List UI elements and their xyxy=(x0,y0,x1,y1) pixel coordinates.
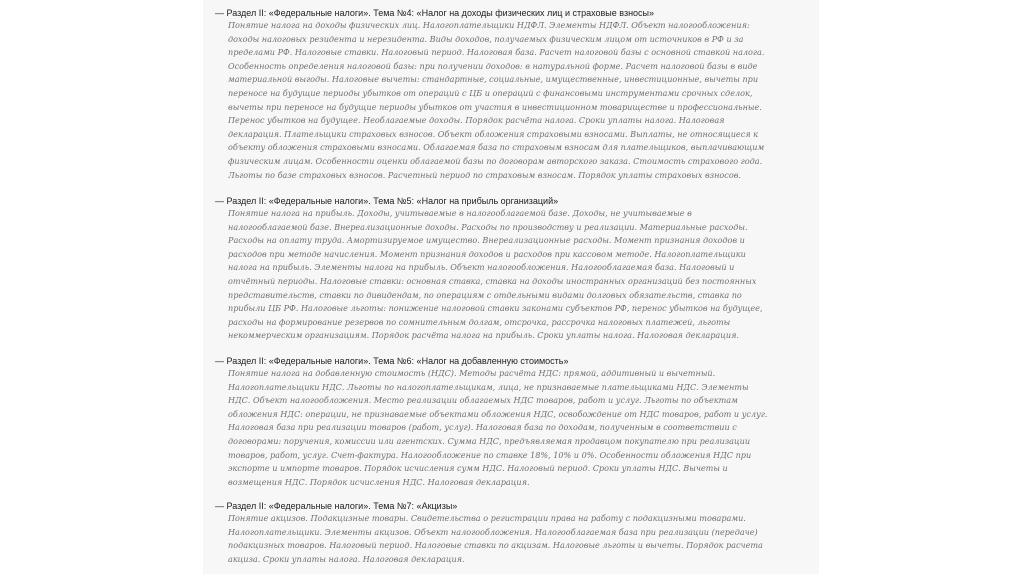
body-line: расходы на формирование резервов по сомнительным долгам, отсрочка, рассрочка налоговых платежей, льготы xyxy=(228,316,731,327)
body-line: Расходы на оплату труда. Амортизируемое имущество. Внереализационные расходы. Момент признания доходов и xyxy=(228,235,745,246)
body-line: объекту обложения страховыми взносами. Облагаемая база по страховым взносам для плательщиков, выплачивающим xyxy=(228,142,765,153)
body-line: прибыли ЦБ РФ. Налоговые льготы: понижение налоговой ставки законами субъектов РФ, перенос убытков на будущее, xyxy=(228,303,763,314)
topic-body xyxy=(215,207,810,343)
body-line: доходы налоговых резидента и нерезидента. Виды доходов, получаемых физическим лицом от источников в РФ и за xyxy=(228,33,744,44)
topic-title: — Раздел II: «Федеральные налоги». Тема №7: «Акцизы» xyxy=(215,501,458,511)
topic-title: — Раздел II: «Федеральные налоги». Тема №4: «Налог на доходы физических лиц и страховые взносы» xyxy=(215,8,655,18)
body-line: Перенос убытков на будущее. Необлагаемые доходы. Порядок расчёта налога. Сроки уплаты налога. Налоговая xyxy=(228,115,725,126)
body-line: переносе на будущие периоды убытков от операций с ЦБ и операций с финансовыми инструментами срочных сделок, xyxy=(228,87,753,98)
body-line: декларация. Плательщики страховых взносов. Объект обложения страховыми взносами. Выплаты, не относящиеся к xyxy=(228,128,759,139)
topic-4 xyxy=(215,7,810,182)
topic-title: — Раздел II: «Федеральные налоги». Тема №5: «Налог на прибыль организаций» xyxy=(215,196,559,206)
body-line: Понятие налога на прибыль. Доходы, учитываемые в налогооблагаемой базе. Доходы, не учитываемые в xyxy=(228,208,692,218)
topic-6 xyxy=(215,355,810,489)
topic-7 xyxy=(215,500,810,566)
body-line: отчётный периоды. Налоговые ставки: основная ставка, ставка на доходы иностранных организаций без постоянных xyxy=(228,275,757,286)
body-line: Понятие налога на доходы физических лиц. Налогоплательщики НДФЛ. Элементы НДФЛ. Объект налогообложения: xyxy=(228,20,750,30)
body-line: некоммерческим организациям. Порядок расчёта налога на прибыль. Сроки уплаты налога. Налоговая декларация. xyxy=(228,330,740,341)
body-line: физическим лицам. Особенности оценки облагаемой базы по договорам авторского заказа. Стоимость страхового года. xyxy=(228,155,763,166)
body-line: экспорте и импорте товаров. Порядок исчисления сумм НДС. Налоговый период. Сроки уплаты НДС. Вычеты и xyxy=(228,463,728,474)
body-line: Понятие налога на добавленную стоимость (НДС). Методы расчёта НДС: прямой, аддитивный и вычетный. xyxy=(228,368,716,378)
topic-body xyxy=(215,512,810,566)
topic-body xyxy=(215,367,810,489)
body-line: представительств, ставки по дивидендам, по операциям с отдельными видами долговых обязательств, ставка по xyxy=(228,289,742,300)
body-line: Понятие акцизов. Подакцизные товары. Свидетельства о регистрации права на работу с подакцизными товарами. xyxy=(228,513,746,523)
topic-5 xyxy=(215,195,810,343)
body-line: подакцизных товаров. Налоговый период. Налоговые ставки по акцизам. Налоговые льготы и вычеты. Порядок расчета xyxy=(228,540,763,551)
body-line: налога на прибыль. Элементы налога на прибыль. Объект налогообложения. Налогооблагаемая база. Налоговый и xyxy=(228,262,735,273)
body-line: Налогоплательщики. Элементы акцизов. Объект налогообложения. Налогооблагаемая база при реализации (передаче) xyxy=(228,526,758,537)
body-line: вычеты при переносе на будущие периоды убытков от участия в инвестиционном товариществе и профессиональные. xyxy=(228,101,762,112)
topic-body xyxy=(215,19,810,182)
body-line: налогооблагаемой базе. Внереализационные доходы. Расходы по производству и реализации. Материальные расходы. xyxy=(228,221,748,232)
body-line: договорами: поручения, комиссии или агентских. Сумма НДС, предъявляемая продавцом покупателю при реализации xyxy=(228,435,751,446)
body-line: материальной выгоды. Налоговые вычеты: стандартные, социальные, имущественные, инвестиционные, вычеты при xyxy=(228,74,759,85)
body-line: Налоговая база при реализации товаров (работ, услуг). Налоговая база по доходам, полученным в соответствии с xyxy=(228,422,737,433)
body-line: Льготы по базе страховых взносов. Расчетный период по страховым взносам. Порядок уплаты страховых взносов. xyxy=(228,169,741,180)
topic-title: — Раздел II: «Федеральные налоги». Тема №6: «Налог на добавленную стоимость» xyxy=(215,356,569,366)
body-line: акциза. Сроки уплаты налога. Налоговая декларация. xyxy=(228,553,465,564)
body-line: обложения НДС: операции, не признаваемые объектами обложения НДС, освобождение от НДС товаров, работ и услуг. xyxy=(228,408,768,419)
body-line: пределами РФ. Налоговые ставки. Налоговый период. Налоговая база. Расчет налоговой базы с основной ставкой налога. xyxy=(228,47,765,58)
body-line: возмещения НДС. Порядок исчисления НДС. Налоговая декларация. xyxy=(228,476,530,487)
body-line: Особенность определения налоговой базы: при получении доходов: в натуральной форме. Расчет налоговой базы в виде xyxy=(228,60,758,71)
body-line: товаров, работ, услуг. Счет-фактура. Налогообложение по ставке 18%, 10% и 0%. Особенности обложения НДС при xyxy=(228,449,752,460)
body-line: НДС. Объект налогообложения. Место реализации облагаемых НДС товаров, работ и услуг. Льготы по объектам xyxy=(228,395,738,406)
body-line: расходов при методе начисления. Момент признания доходов и расходов при кассовом методе. Налогоплательщики xyxy=(228,248,746,259)
body-line: Налогоплательщики НДС. Льготы по налогоплательщикам, лица, не признаваемые плательщиками НДС. Элементы xyxy=(228,381,749,392)
